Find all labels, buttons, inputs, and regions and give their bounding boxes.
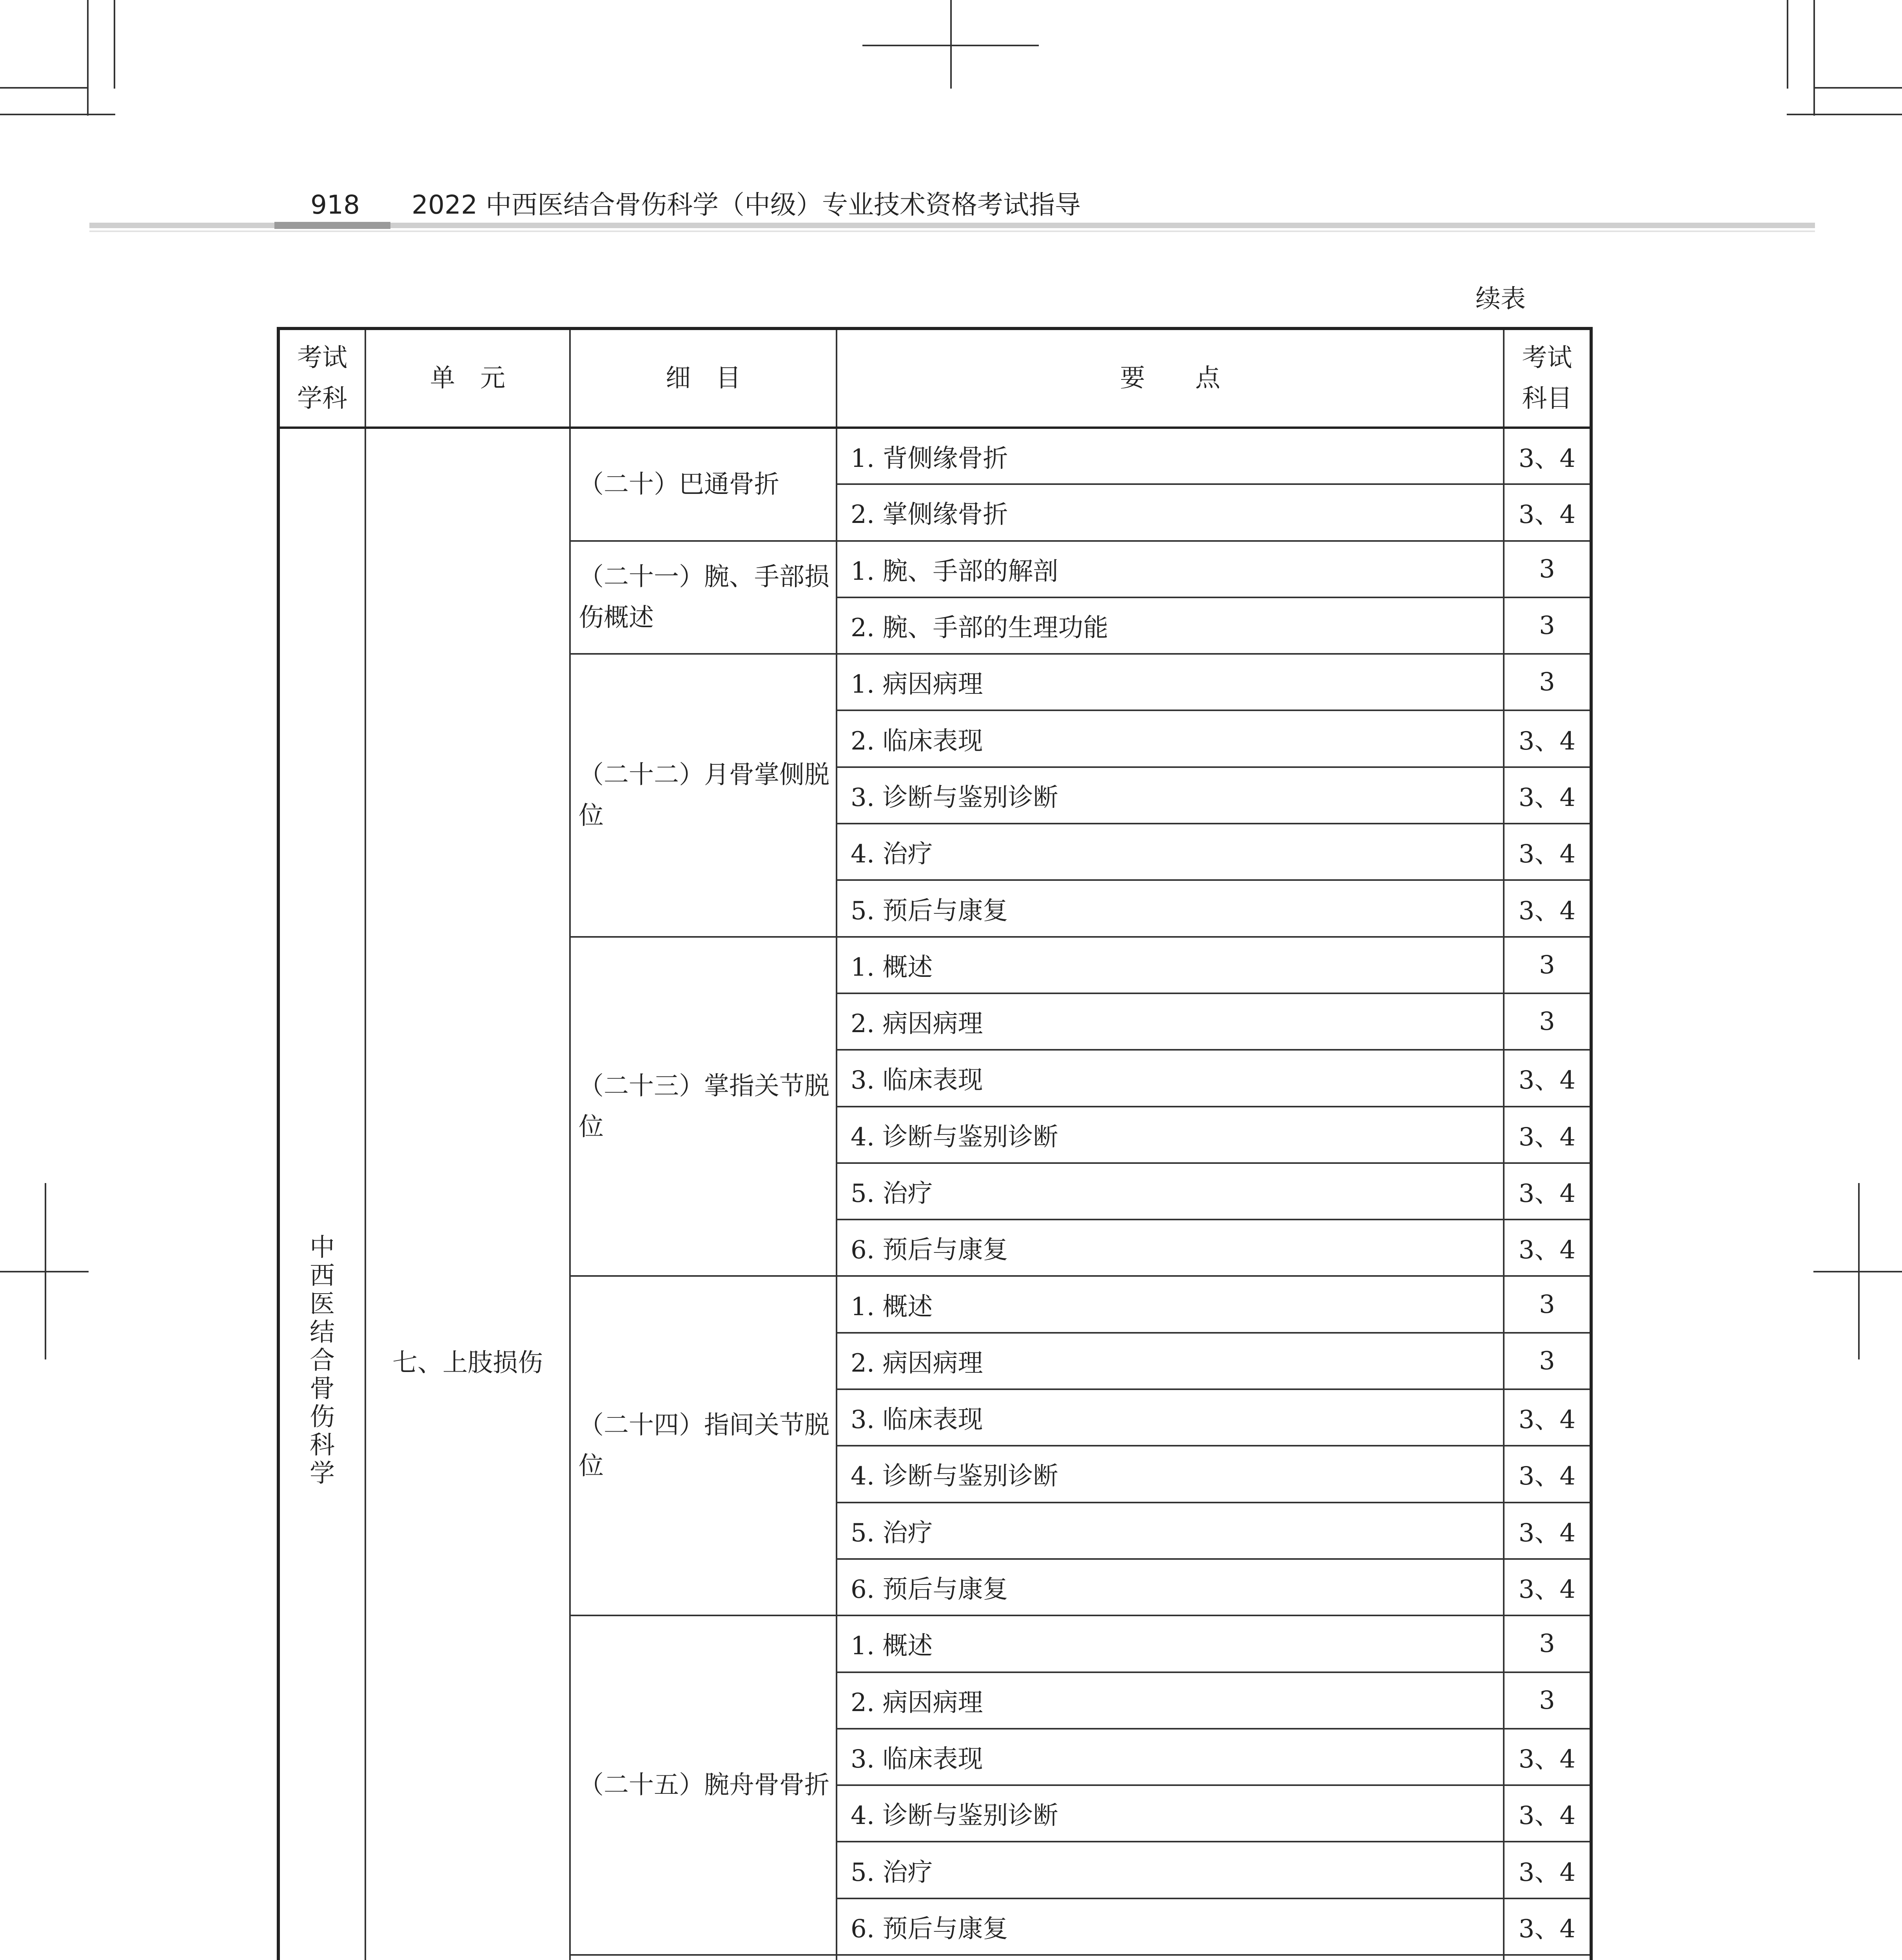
point-cell: 1. 概述 — [837, 1615, 1504, 1672]
table-header-row — [278, 328, 1591, 428]
subject-cell — [278, 428, 365, 1960]
exam-code-cell: 3 — [1504, 1615, 1591, 1672]
table-row — [278, 428, 1591, 484]
point-cell: 6. 预后与康复 — [837, 1898, 1504, 1955]
unit-cell: 七、上肢损伤 — [365, 428, 570, 1960]
point-cell: 4. 诊断与鉴别诊断 — [837, 1107, 1504, 1163]
exam-code-cell: 3、4 — [1504, 767, 1591, 824]
exam-code-cell: 3、4 — [1504, 1842, 1591, 1898]
point-cell: 1. 概述 — [837, 1276, 1504, 1332]
point-cell: 3. 临床表现 — [837, 1389, 1504, 1446]
book-title: 2022 中西医结合骨伤科学（中级）专业技术资格考试指导 — [412, 190, 1081, 220]
exam-code-cell: 3、4 — [1504, 1446, 1591, 1502]
table-body — [278, 428, 1591, 1960]
column-header-detail: 细 目 — [570, 328, 837, 428]
exam-code-cell: 3 — [1504, 1672, 1591, 1729]
exam-code-cell: 3 — [1504, 1333, 1591, 1389]
exam-code-cell: 3、4 — [1504, 428, 1591, 484]
detail-cell: （二十一）腕、手部损伤概述 — [570, 541, 837, 654]
point-cell: 2. 掌侧缘骨折 — [837, 484, 1504, 541]
point-cell: 5. 治疗 — [837, 1842, 1504, 1898]
exam-code-cell: 3、4 — [1504, 1729, 1591, 1785]
exam-code-cell: 3、4 — [1504, 1050, 1591, 1106]
exam-code-cell: 3、4 — [1504, 1898, 1591, 1955]
point-cell: 6. 预后与康复 — [837, 1559, 1504, 1615]
exam-code-cell: 3、4 — [1504, 1163, 1591, 1220]
header-rule-thin — [89, 230, 1815, 232]
syllabus-table — [277, 327, 1593, 1960]
point-cell: 5. 治疗 — [837, 1163, 1504, 1220]
exam-code-cell: 3 — [1504, 654, 1591, 710]
page-number: 918 — [310, 190, 360, 220]
point-cell: 4. 治疗 — [837, 824, 1504, 880]
column-header-code: 考试科目 — [1504, 328, 1591, 428]
point-cell: 4. 诊断与鉴别诊断 — [837, 1785, 1504, 1842]
exam-code-cell — [1504, 1955, 1591, 1960]
subject-text: 中西医结合骨伤科学 — [310, 1233, 335, 1488]
point-cell: 1. 概述 — [837, 937, 1504, 993]
point-cell: 1. 背侧缘骨折 — [837, 428, 1504, 484]
point-cell: 5. 治疗 — [837, 1503, 1504, 1559]
exam-code-cell: 3、4 — [1504, 824, 1591, 880]
exam-code-cell: 3 — [1504, 1276, 1591, 1332]
detail-cell: （二十二）月骨掌侧脱位 — [570, 654, 837, 936]
point-cell: 1. 病因病理 — [837, 654, 1504, 710]
column-header-unit: 单 元 — [365, 328, 570, 428]
detail-cell: （二十五）腕舟骨骨折 — [570, 1615, 837, 1955]
point-cell: 2. 临床表现 — [837, 710, 1504, 767]
point-cell: 4. 诊断与鉴别诊断 — [837, 1446, 1504, 1502]
column-header-subject: 考试学科 — [278, 328, 365, 428]
point-cell: 2. 病因病理 — [837, 1333, 1504, 1389]
detail-cell — [570, 1955, 837, 1960]
exam-code-cell: 3、4 — [1504, 1785, 1591, 1842]
detail-cell: （二十四）指间关节脱位 — [570, 1276, 837, 1615]
point-cell: 2. 病因病理 — [837, 993, 1504, 1050]
exam-code-cell: 3 — [1504, 993, 1591, 1050]
exam-code-cell: 3 — [1504, 597, 1591, 654]
exam-code-cell: 3、4 — [1504, 1503, 1591, 1559]
continued-label: 续表 — [1476, 285, 1526, 314]
detail-cell: （二十）巴通骨折 — [570, 428, 837, 541]
column-header-points: 要 点 — [837, 328, 1504, 428]
point-cell: 1. 腕、手部的解剖 — [837, 541, 1504, 597]
point-cell: 2. 病因病理 — [837, 1672, 1504, 1729]
exam-code-cell: 3、4 — [1504, 1559, 1591, 1615]
point-cell: 3. 临床表现 — [837, 1729, 1504, 1785]
point-cell: 3. 诊断与鉴别诊断 — [837, 767, 1504, 824]
header-rule-accent — [274, 222, 390, 229]
exam-code-cell: 3、4 — [1504, 1389, 1591, 1446]
point-cell: 2. 腕、手部的生理功能 — [837, 597, 1504, 654]
point-cell: 6. 预后与康复 — [837, 1220, 1504, 1276]
exam-code-cell: 3、4 — [1504, 484, 1591, 541]
detail-cell: （二十三）掌指关节脱位 — [570, 937, 837, 1276]
exam-code-cell: 3、4 — [1504, 1107, 1591, 1163]
exam-code-cell: 3 — [1504, 541, 1591, 597]
exam-code-cell: 3、4 — [1504, 1220, 1591, 1276]
point-cell: 5. 预后与康复 — [837, 880, 1504, 936]
point-cell — [837, 1955, 1504, 1960]
exam-code-cell: 3、4 — [1504, 880, 1591, 936]
point-cell: 3. 临床表现 — [837, 1050, 1504, 1106]
exam-code-cell: 3 — [1504, 937, 1591, 993]
exam-code-cell: 3、4 — [1504, 710, 1591, 767]
